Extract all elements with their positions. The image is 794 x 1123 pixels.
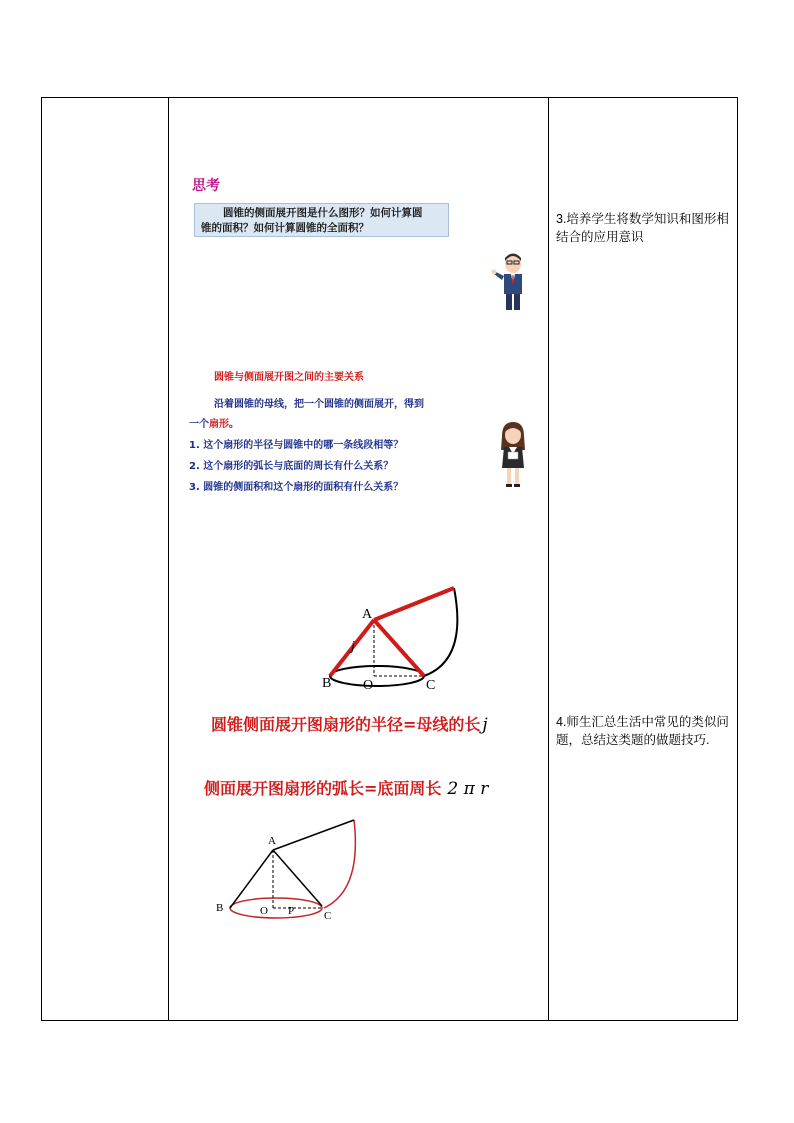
- cone-unfold-figure-1: [318, 580, 468, 696]
- column-divider-2: [548, 97, 549, 1021]
- sector-arc-red: [324, 820, 355, 908]
- sector-edge-line: [374, 588, 454, 620]
- cone-unfold-figure-2: [212, 814, 372, 924]
- column-divider-1: [168, 97, 169, 1021]
- note-4: 4.师生汇总生活中常见的类似问题，总结这类题的做题技巧.: [556, 715, 729, 747]
- question-line-1: 圆锥的侧面展开图是什么图形？如何计算圆: [223, 207, 423, 219]
- label-p: P: [288, 905, 295, 917]
- label-a: A: [268, 835, 276, 847]
- relation-item-2: 2. 这个扇形的弧长与底面的周长有什么关系？: [189, 461, 394, 472]
- sector-edge-line: [273, 820, 354, 850]
- question-box: [194, 203, 449, 237]
- question-line-2: 锥的面积？如何计算圆锥的全面积？: [201, 222, 369, 234]
- formula-radius: 圆锥侧面展开图扇形的半径=母线的长 j: [211, 715, 488, 735]
- label-o: O: [363, 678, 374, 693]
- fan-shape-highlight: 扇形: [209, 419, 229, 430]
- relation-intro-line-2: 一个扇形。: [189, 419, 239, 430]
- relation-intro-line-1: 沿着圆锥的母线，把一个圆锥的侧面展开，得到: [214, 399, 424, 410]
- label-j: j: [351, 639, 355, 654]
- label-b: B: [216, 902, 224, 914]
- relation-item-3: 3. 圆锥的侧面积和这个扇形的面积有什么关系？: [189, 482, 404, 493]
- relation-item-1: 1. 这个扇形的半径与圆锥中的哪一条线段相等？: [189, 440, 404, 451]
- label-o: O: [260, 905, 268, 917]
- think-heading: 思考: [192, 178, 220, 194]
- label-a: A: [362, 607, 373, 622]
- label-b: B: [322, 676, 332, 691]
- teacher-woman-illustration: [494, 420, 532, 488]
- relation-title: 圆锥与侧面展开图之间的主要关系: [214, 372, 364, 383]
- teacher-man-illustration: [486, 250, 532, 312]
- note-3: 3.培养学生将数学知识和图形相结合的应用意识: [556, 212, 729, 244]
- label-c: C: [324, 910, 332, 922]
- formula-arc: 侧面展开图扇形的弧长=底面周长 2 π r: [204, 779, 489, 799]
- label-c: C: [426, 678, 436, 693]
- sector-arc: [424, 588, 457, 676]
